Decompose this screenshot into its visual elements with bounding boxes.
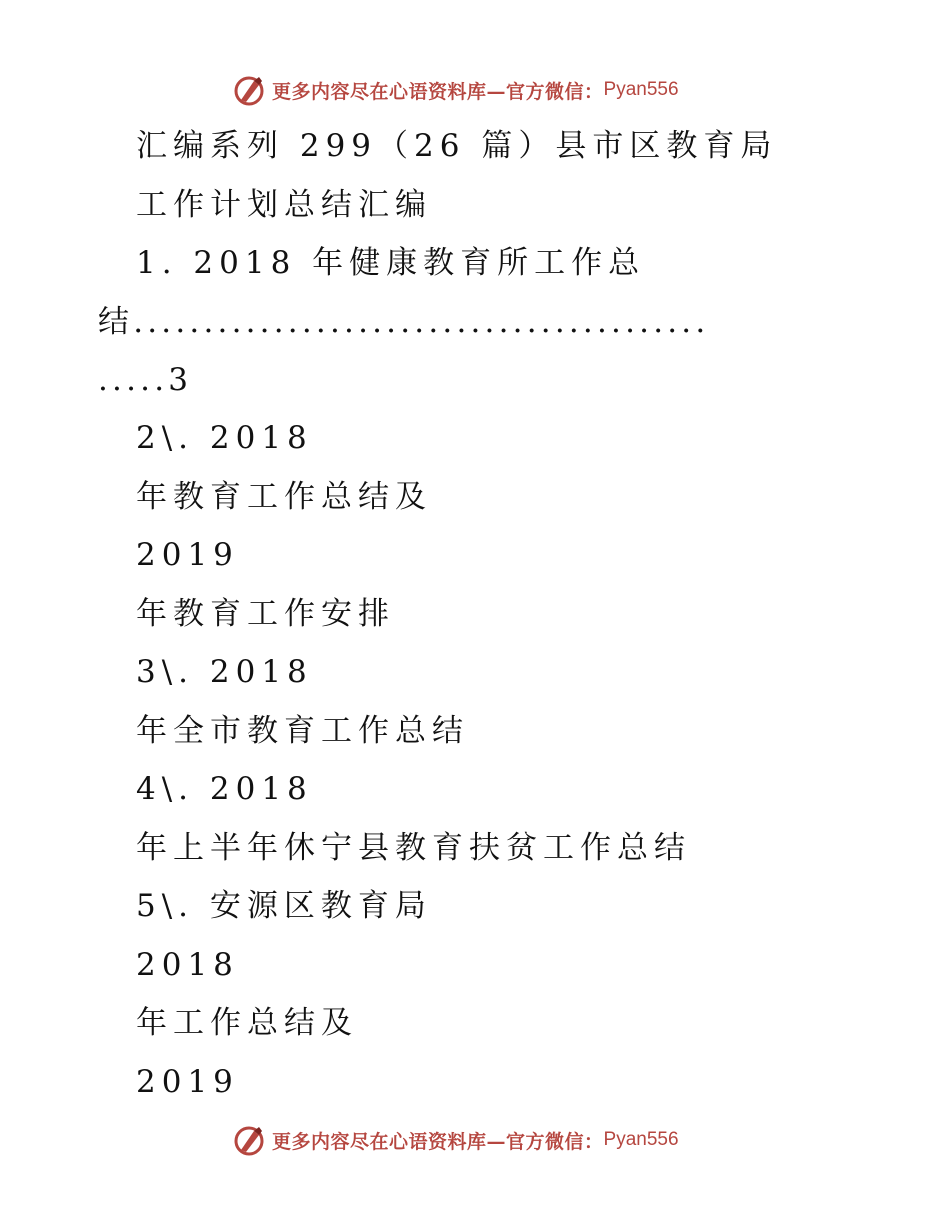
toc-item-2-year: 2019 — [136, 537, 239, 573]
toc-item-2: 2\. 2018 — [136, 420, 313, 456]
toc-item-4-text: 年上半年休宁县教育扶贫工作总结 — [136, 830, 691, 866]
toc-item-5-year-end: 2019 — [136, 1064, 239, 1100]
header-watermark — [232, 70, 679, 110]
toc-item-4: 4\. 2018 — [136, 771, 313, 807]
toc-item-5: 5\. 安源区教育局 — [136, 888, 432, 924]
watermark-text: 更多内容尽在心语资料库—官方微信： — [272, 1130, 604, 1153]
toc-item-1-leader: 结......................................... — [98, 304, 710, 340]
toc-item-2-text-end: 年教育工作安排 — [136, 596, 395, 632]
toc-item-5-year: 2018 — [136, 947, 239, 983]
doc-title-line-1: 汇编系列 299（26 篇）县市区教育局 — [136, 128, 778, 164]
toc-item-1: 1. 2018 年健康教育所工作总 — [136, 245, 646, 281]
toc-item-3-text: 年全市教育工作总结 — [136, 713, 469, 749]
pen-nib-circle-icon — [232, 73, 266, 107]
watermark-wechat-id: Pyan556 — [603, 79, 679, 100]
footer-watermark — [232, 1120, 679, 1160]
toc-item-2-text: 年教育工作总结及 — [136, 479, 432, 515]
watermark-wechat-id: Pyan556 — [603, 1129, 679, 1150]
toc-item-3: 3\. 2018 — [136, 654, 313, 690]
doc-title-line-2: 工作计划总结汇编 — [136, 187, 432, 223]
toc-item-1-page: .....3 — [98, 362, 193, 398]
toc-item-5-text: 年工作总结及 — [136, 1005, 358, 1041]
pen-nib-circle-icon — [232, 1123, 266, 1157]
watermark-text: 更多内容尽在心语资料库—官方微信： — [272, 80, 604, 103]
